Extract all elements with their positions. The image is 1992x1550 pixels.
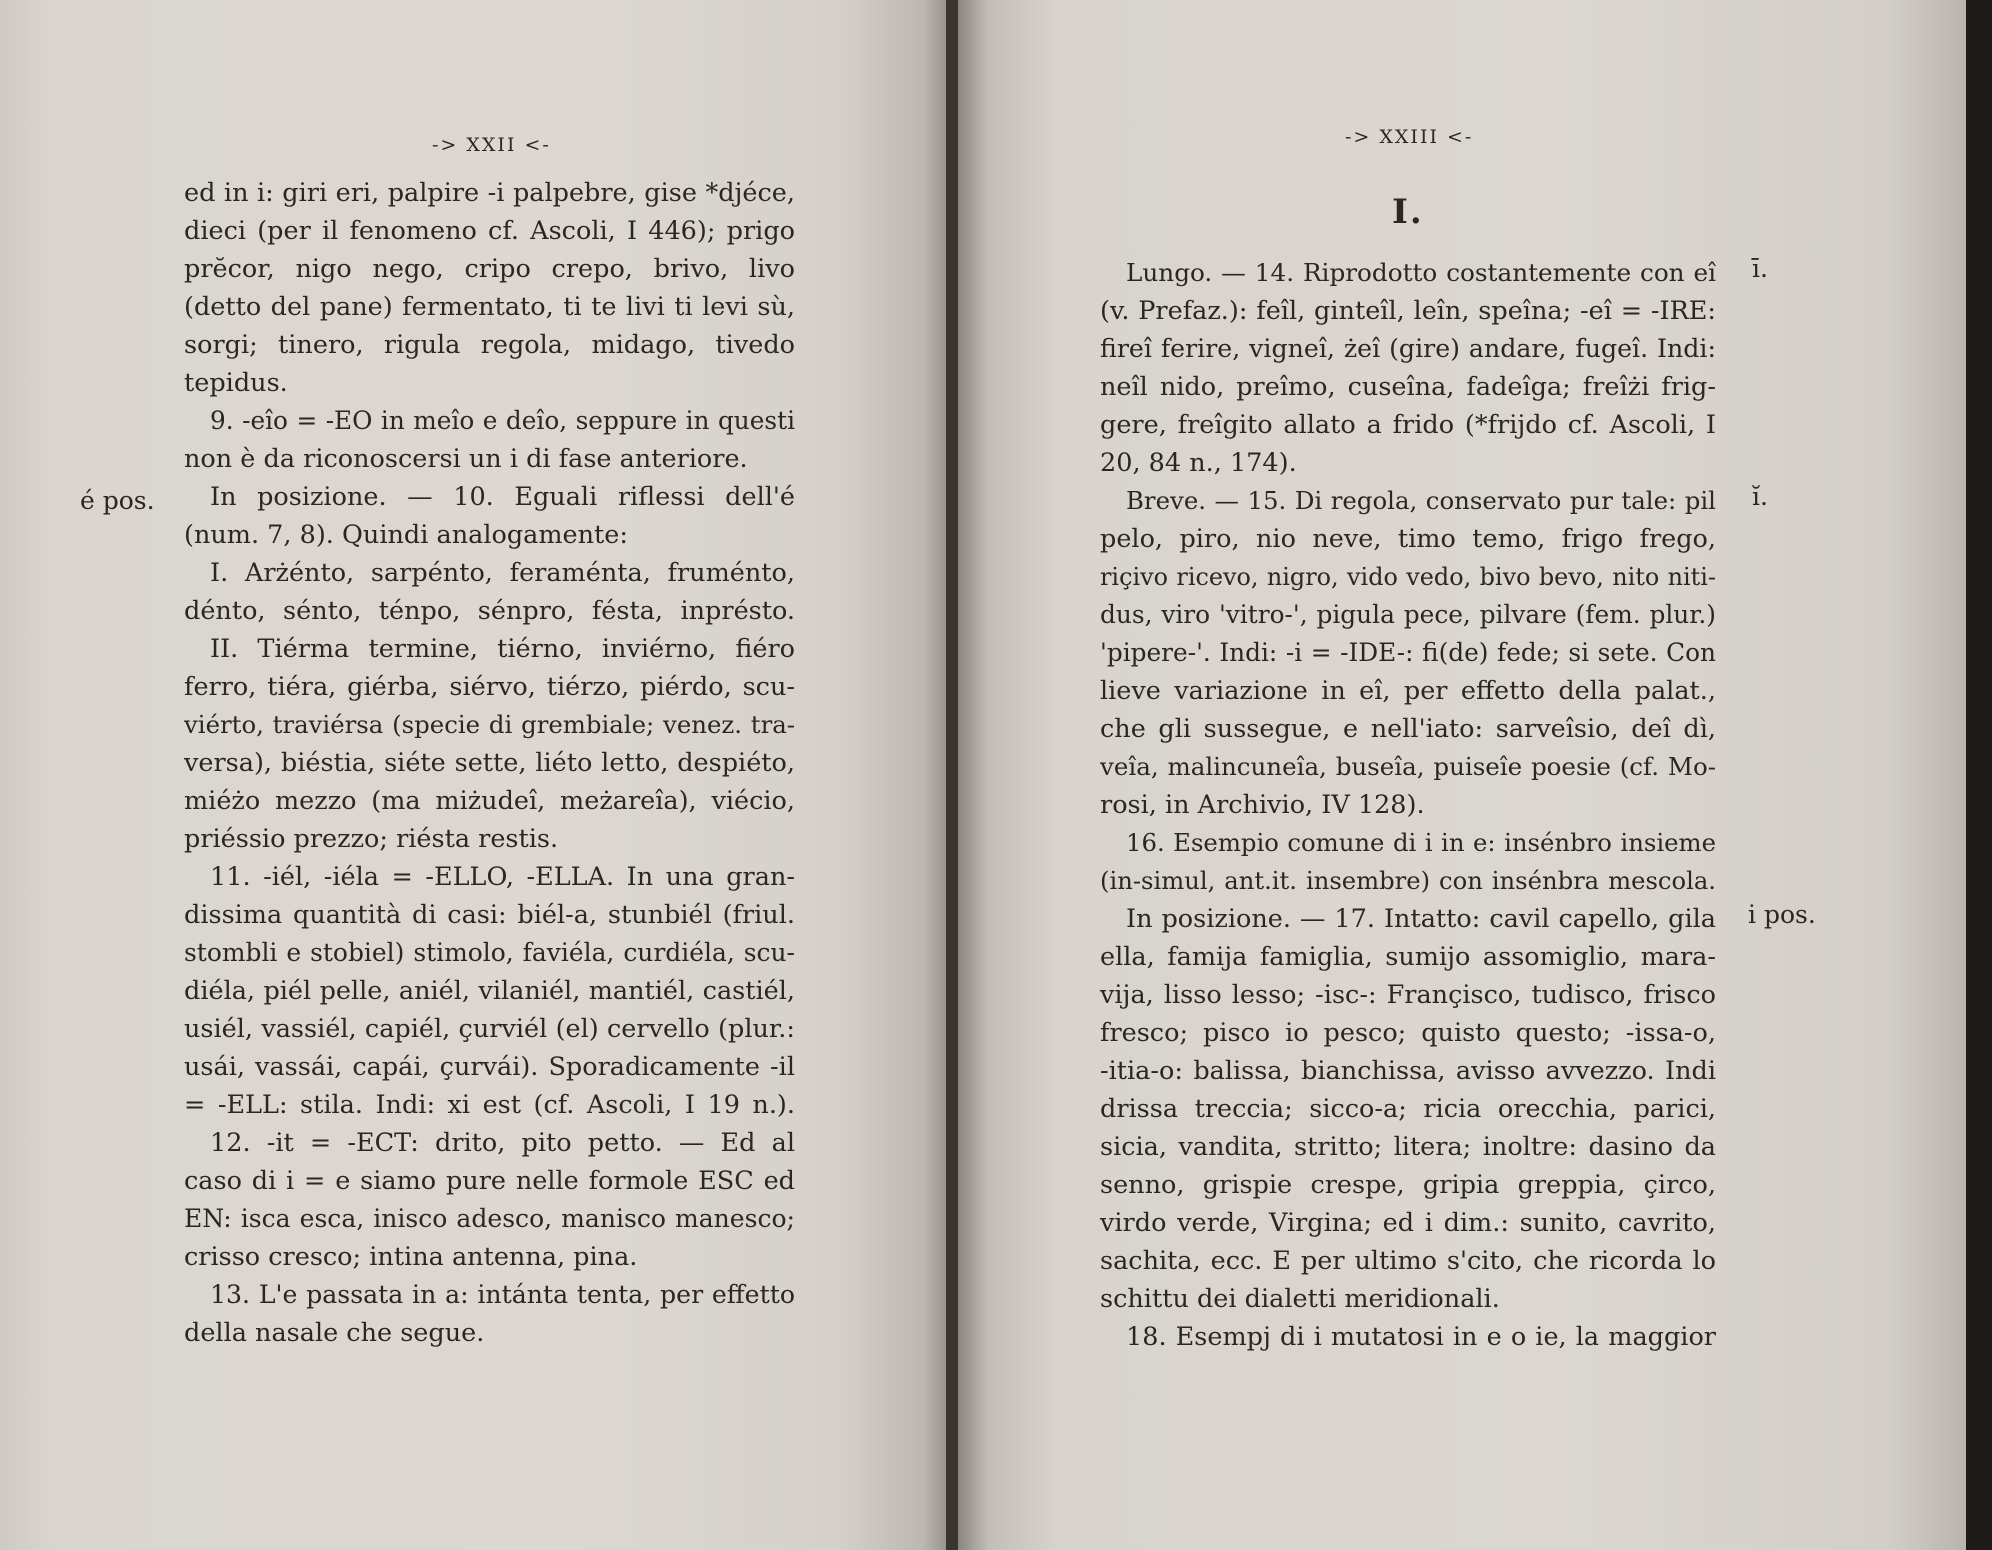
margin-note-right: i pos. bbox=[1748, 900, 1816, 929]
text-line: virdo verde, Virgina; ed i dim.: sunito, cavrito, bbox=[1100, 1208, 1716, 1238]
text-line: 12. -it = -ECT: drito, pito petto. — Ed al bbox=[210, 1128, 795, 1158]
text-line: caso di i = e siamo pure nelle formole ESC ed bbox=[184, 1166, 795, 1196]
text-line: ferro, tiéra, giérba, siérvo, tiérzo, piérdo, scu- bbox=[184, 672, 795, 702]
margin-note-left: é pos. bbox=[80, 486, 155, 515]
text-line: ella, famija famiglia, sumijo assomiglio, mara- bbox=[1100, 942, 1716, 972]
text-line: 11. -iél, -iéla = -ELLO, -ELLA. In una gran- bbox=[210, 862, 795, 892]
text-line: dissima quantità di casi: biél-a, stunbiél (friul. bbox=[184, 900, 795, 930]
text-line: drissa treccia; sicco-a; ricia orecchia, parici, bbox=[1100, 1094, 1716, 1124]
text-line: neîl nido, preîmo, cuseîna, fadeîga; freîżi frig- bbox=[1100, 372, 1716, 402]
section-title: I. bbox=[1392, 192, 1424, 232]
text-line: (num. 7, 8). Quindi analogamente: bbox=[184, 520, 628, 550]
text-line: 'pipere-'. Indi: -i = -IDE-: fi(de) fede; si sete. Con bbox=[1100, 638, 1716, 667]
text-line: (in-simul, ant.it. insembre) con insénbra mescola. bbox=[1100, 866, 1716, 895]
text-line: Lungo. — 14. Riprodotto costantemente con eî bbox=[1126, 258, 1716, 287]
left-page-text bbox=[184, 174, 795, 1352]
text-line: In posizione. — 10. Eguali riflessi dell'é bbox=[210, 482, 795, 512]
text-line: lieve variazione in eî, per effetto della palat., bbox=[1100, 676, 1716, 706]
text-line: sicia, vandita, stritto; litera; inoltre: dasino da bbox=[1100, 1132, 1716, 1162]
text-line: I. Arżénto, sarpénto, feraménta, fruménto, bbox=[210, 558, 795, 588]
text-line: schittu dei dialetti meridionali. bbox=[1100, 1284, 1500, 1314]
text-line: riçivo ricevo, nigro, vido vedo, bivo bevo, nito niti- bbox=[1100, 563, 1716, 591]
show-through-text bbox=[1150, 165, 1158, 193]
text-line: della nasale che segue. bbox=[184, 1318, 485, 1348]
text-line: priéssio prezzo; riésta restis. bbox=[184, 824, 559, 854]
margin-note-right: ī. bbox=[1752, 254, 1768, 283]
text-line: 9. -eîo = -EO in meîo e deîo, seppure in questi bbox=[210, 406, 795, 435]
text-line: (v. Prefaz.): feîl, ginteîl, leîn, speîna; -eî = -IRE: bbox=[1100, 296, 1716, 326]
text-line: che gli sussegue, e nell'iato: sarveîsio, deî dì, bbox=[1100, 714, 1716, 744]
text-line: usiél, vassiél, capiél, çurviél (el) cervello (plur.: bbox=[184, 1014, 795, 1044]
page-number-left: -> XXII <- bbox=[432, 134, 551, 156]
text-line: (detto del pane) fermentato, ti te livi ti levi sù, bbox=[184, 292, 795, 322]
text-line: ed in i: giri eri, palpire -i palpebre, gise *djéce, bbox=[184, 178, 795, 208]
text-line: usái, vassái, capái, çurvái). Sporadicamente -il bbox=[184, 1052, 795, 1082]
text-line: viérto, traviérsa (specie di grembiale; venez. tra- bbox=[184, 710, 795, 739]
text-line: 16. Esempio comune di i in e: insénbro insieme bbox=[1126, 828, 1716, 857]
text-line: rosi, in Archivio, IV 128). bbox=[1100, 790, 1425, 820]
text-line: senno, grispie crespe, gripia greppia, çirco, bbox=[1100, 1170, 1716, 1200]
text-line: = -ELL: stila. Indi: xi est (cf. Ascoli, I 19 n.). bbox=[184, 1090, 795, 1120]
page-number-right: -> XXIII <- bbox=[1345, 126, 1474, 148]
margin-note-right: ĭ. bbox=[1752, 482, 1768, 511]
right-page-text bbox=[1100, 254, 1716, 1356]
text-line: prĕcor, nigo nego, cripo crepo, brivo, livo bbox=[184, 254, 795, 284]
text-line: crisso cresco; intina antenna, pina. bbox=[184, 1242, 638, 1272]
text-line: veîa, malincuneîa, buseîa, puiseîe poesie (cf. Mo- bbox=[1100, 752, 1716, 781]
text-line: 13. L'e passata in a: intánta tenta, per effetto bbox=[210, 1280, 795, 1309]
text-line: pelo, piro, nio neve, timo temo, frigo frego, bbox=[1100, 524, 1716, 554]
text-line: fresco; pisco io pesco; quisto questo; -issa-o, bbox=[1100, 1018, 1716, 1048]
text-line: miéżo mezzo (ma miżudeî, meżareîa), viécio, bbox=[184, 786, 795, 816]
text-line: dieci (per il fenomeno cf. Ascoli, I 446); prigo bbox=[184, 216, 795, 246]
text-line: non è da riconoscersi un i di fase anteriore. bbox=[184, 444, 748, 474]
text-line: fireî ferire, vigneî, żeî (gire) andare, fugeî. Indi: bbox=[1100, 334, 1716, 363]
text-line: Breve. — 15. Di regola, conservato pur tale: pil bbox=[1126, 486, 1716, 515]
text-line: versa), biéstia, siéte sette, liéto letto, despiéto, bbox=[184, 748, 795, 778]
text-line: gere, freîgito allato a frido (*frijdo cf. Ascoli, I bbox=[1100, 410, 1716, 440]
text-line: EN: isca esca, inisco adesco, manisco manesco; bbox=[184, 1204, 795, 1233]
text-line: In posizione. — 17. Intatto: cavil capello, gila bbox=[1126, 904, 1716, 934]
text-line: diéla, piél pelle, aniél, vilaniél, mantiél, castiél, bbox=[184, 976, 795, 1006]
text-line: II. Tiérma termine, tiérno, inviérno, fiéro bbox=[210, 634, 795, 664]
text-line: sorgi; tinero, rigula regola, midago, tivedo bbox=[184, 330, 795, 360]
text-line: vija, lisso lesso; -isc-: Françisco, tudisco, frisco bbox=[1100, 980, 1716, 1010]
text-line: stombli e stobiel) stimolo, faviéla, curdiéla, scu- bbox=[184, 938, 795, 967]
text-line: 18. Esempj di i mutatosi in e o ie, la maggior bbox=[1126, 1322, 1716, 1352]
text-line: dénto, sénto, ténpo, sénpro, fésta, inprésto. bbox=[184, 596, 795, 626]
text-line: dus, viro 'vitro-', pigula pece, pilvare (fem. plur.) bbox=[1100, 600, 1716, 629]
text-line: -itia-o: balissa, bianchissa, avisso avvezzo. Indi bbox=[1100, 1056, 1716, 1086]
text-line: sachita, ecc. E per ultimo s'cito, che ricorda lo bbox=[1100, 1246, 1716, 1276]
page-edge bbox=[1966, 0, 1992, 1550]
text-line: 20, 84 n., 174). bbox=[1100, 448, 1297, 478]
text-line: tepidus. bbox=[184, 368, 288, 398]
